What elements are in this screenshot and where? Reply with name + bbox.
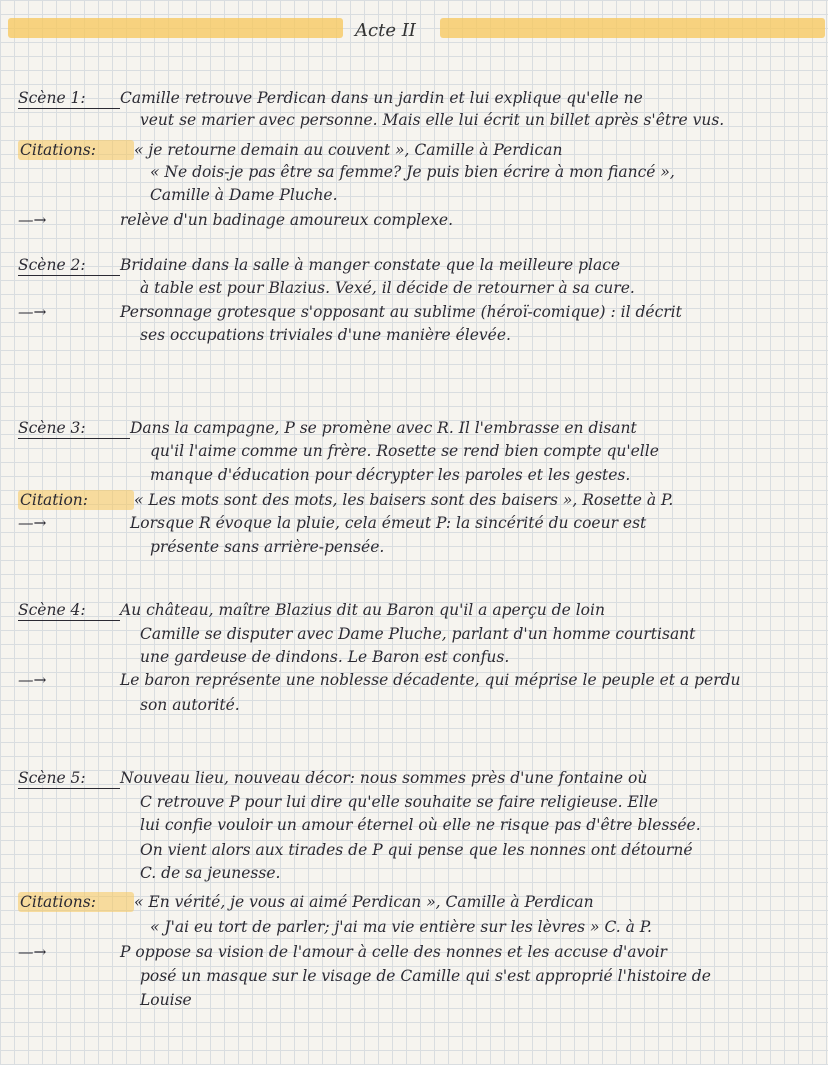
note-text: « En vérité, je vous ai aimé Perdican », Camille à Perdican xyxy=(134,893,594,911)
note-text: Nouveau lieu, nouveau décor: nous sommes près d'une fontaine où xyxy=(120,769,648,787)
note-line xyxy=(140,110,724,130)
note-text: Dans la campagne, P se promène avec R. Il l'embrasse en disant xyxy=(130,419,637,437)
note-line xyxy=(18,255,620,275)
note-text: qu'il l'aime comme un frère. Rosette se rend bien compte qu'elle xyxy=(150,442,659,460)
arrow-icon: —→ xyxy=(18,671,47,689)
section-label: Scène 5: xyxy=(18,768,120,788)
section-label: Citations: xyxy=(18,140,134,160)
section-label: Citation: xyxy=(18,490,134,510)
note-text: Le baron représente une noblesse décadente, qui méprise le peuple et a perdu xyxy=(120,671,741,689)
note-line xyxy=(140,815,701,835)
note-text: une gardeuse de dindons. Le Baron est confus. xyxy=(140,648,510,666)
note-text: Lorsque R évoque la pluie, cela émeut P: la sincérité du coeur est xyxy=(130,514,647,532)
note-line xyxy=(140,624,695,644)
section-label: Scène 4: xyxy=(18,600,120,620)
note-line xyxy=(150,441,659,461)
note-line xyxy=(18,140,562,160)
title-highlight-left xyxy=(8,18,343,38)
note-text: Personnage grotesque s'opposant au sublime (héroï-comique) : il décrit xyxy=(120,303,682,321)
note-line xyxy=(140,278,635,298)
note-text: veut se marier avec personne. Mais elle lui écrit un billet après s'être vus. xyxy=(140,111,725,129)
arrow-icon: —→ xyxy=(18,303,47,321)
note-line xyxy=(140,325,511,345)
note-line xyxy=(150,537,384,557)
note-line xyxy=(140,990,192,1010)
note-line xyxy=(18,490,673,510)
note-line xyxy=(18,768,647,788)
arrow-icon: —→ xyxy=(18,514,47,532)
note-line xyxy=(18,513,646,533)
arrow-icon: —→ xyxy=(18,943,47,961)
note-text: Camille se disputer avec Dame Pluche, parlant d'un homme courtisant xyxy=(140,625,696,643)
note-text: lui confie vouloir un amour éternel où elle ne risque pas d'être blessée. xyxy=(140,816,701,834)
note-text: manque d'éducation pour décrypter les paroles et les gestes. xyxy=(150,466,631,484)
section-label: Scène 2: xyxy=(18,255,120,275)
note-line xyxy=(140,966,711,986)
note-line xyxy=(140,792,658,812)
note-line xyxy=(18,302,682,322)
note-line xyxy=(150,917,652,937)
note-text: son autorité. xyxy=(140,696,240,714)
section-label: Citations: xyxy=(18,892,134,912)
note-text: P oppose sa vision de l'amour à celle des nonnes et les accuse d'avoir xyxy=(120,943,667,961)
note-line xyxy=(18,600,605,620)
note-line xyxy=(140,695,240,715)
note-line xyxy=(18,418,637,438)
section-label: Scène 1: xyxy=(18,88,120,108)
note-line xyxy=(150,162,675,182)
note-text: « Ne dois-je pas être sa femme? Je puis bien écrire à mon fiancé », xyxy=(150,163,675,181)
note-text: C retrouve P pour lui dire qu'elle souhaite se faire religieuse. Elle xyxy=(140,793,658,811)
note-text: à table est pour Blazius. Vexé, il décide de retourner à sa cure. xyxy=(140,279,635,297)
note-text: On vient alors aux tirades de P qui pense que les nonnes ont détourné xyxy=(140,841,693,859)
page-title: Acte II xyxy=(355,20,416,41)
note-text: présente sans arrière-pensée. xyxy=(150,538,385,556)
note-line xyxy=(18,210,453,230)
note-text: Camille à Dame Pluche. xyxy=(150,186,338,204)
note-line xyxy=(150,465,630,485)
note-text: Camille retrouve Perdican dans un jardin et lui explique qu'elle ne xyxy=(120,89,643,107)
note-text: posé un masque sur le visage de Camille qui s'est approprié l'histoire de xyxy=(140,967,711,985)
note-line xyxy=(140,863,280,883)
note-text: « J'ai eu tort de parler; j'ai ma vie entière sur les lèvres » C. à P. xyxy=(150,918,652,936)
note-line xyxy=(150,185,338,205)
note-line xyxy=(140,647,509,667)
note-text: relève d'un badinage amoureux complexe. xyxy=(120,211,454,229)
title-highlight-right xyxy=(440,18,825,38)
note-text: Louise xyxy=(140,991,192,1009)
section-label: Scène 3: xyxy=(18,418,130,438)
note-line xyxy=(140,840,693,860)
note-line xyxy=(18,670,741,690)
note-line xyxy=(18,892,594,912)
note-line xyxy=(18,942,667,962)
note-text: ses occupations triviales d'une manière élevée. xyxy=(140,326,511,344)
note-text: Au château, maître Blazius dit au Baron qu'il a aperçu de loin xyxy=(120,601,605,619)
note-text: « Les mots sont des mots, les baisers sont des baisers », Rosette à P. xyxy=(134,491,674,509)
note-line xyxy=(18,88,643,108)
note-text: « je retourne demain au couvent », Camille à Perdican xyxy=(134,141,563,159)
note-text: C. de sa jeunesse. xyxy=(140,864,281,882)
note-text: Bridaine dans la salle à manger constate que la meilleure place xyxy=(120,256,621,274)
arrow-icon: —→ xyxy=(18,211,47,229)
